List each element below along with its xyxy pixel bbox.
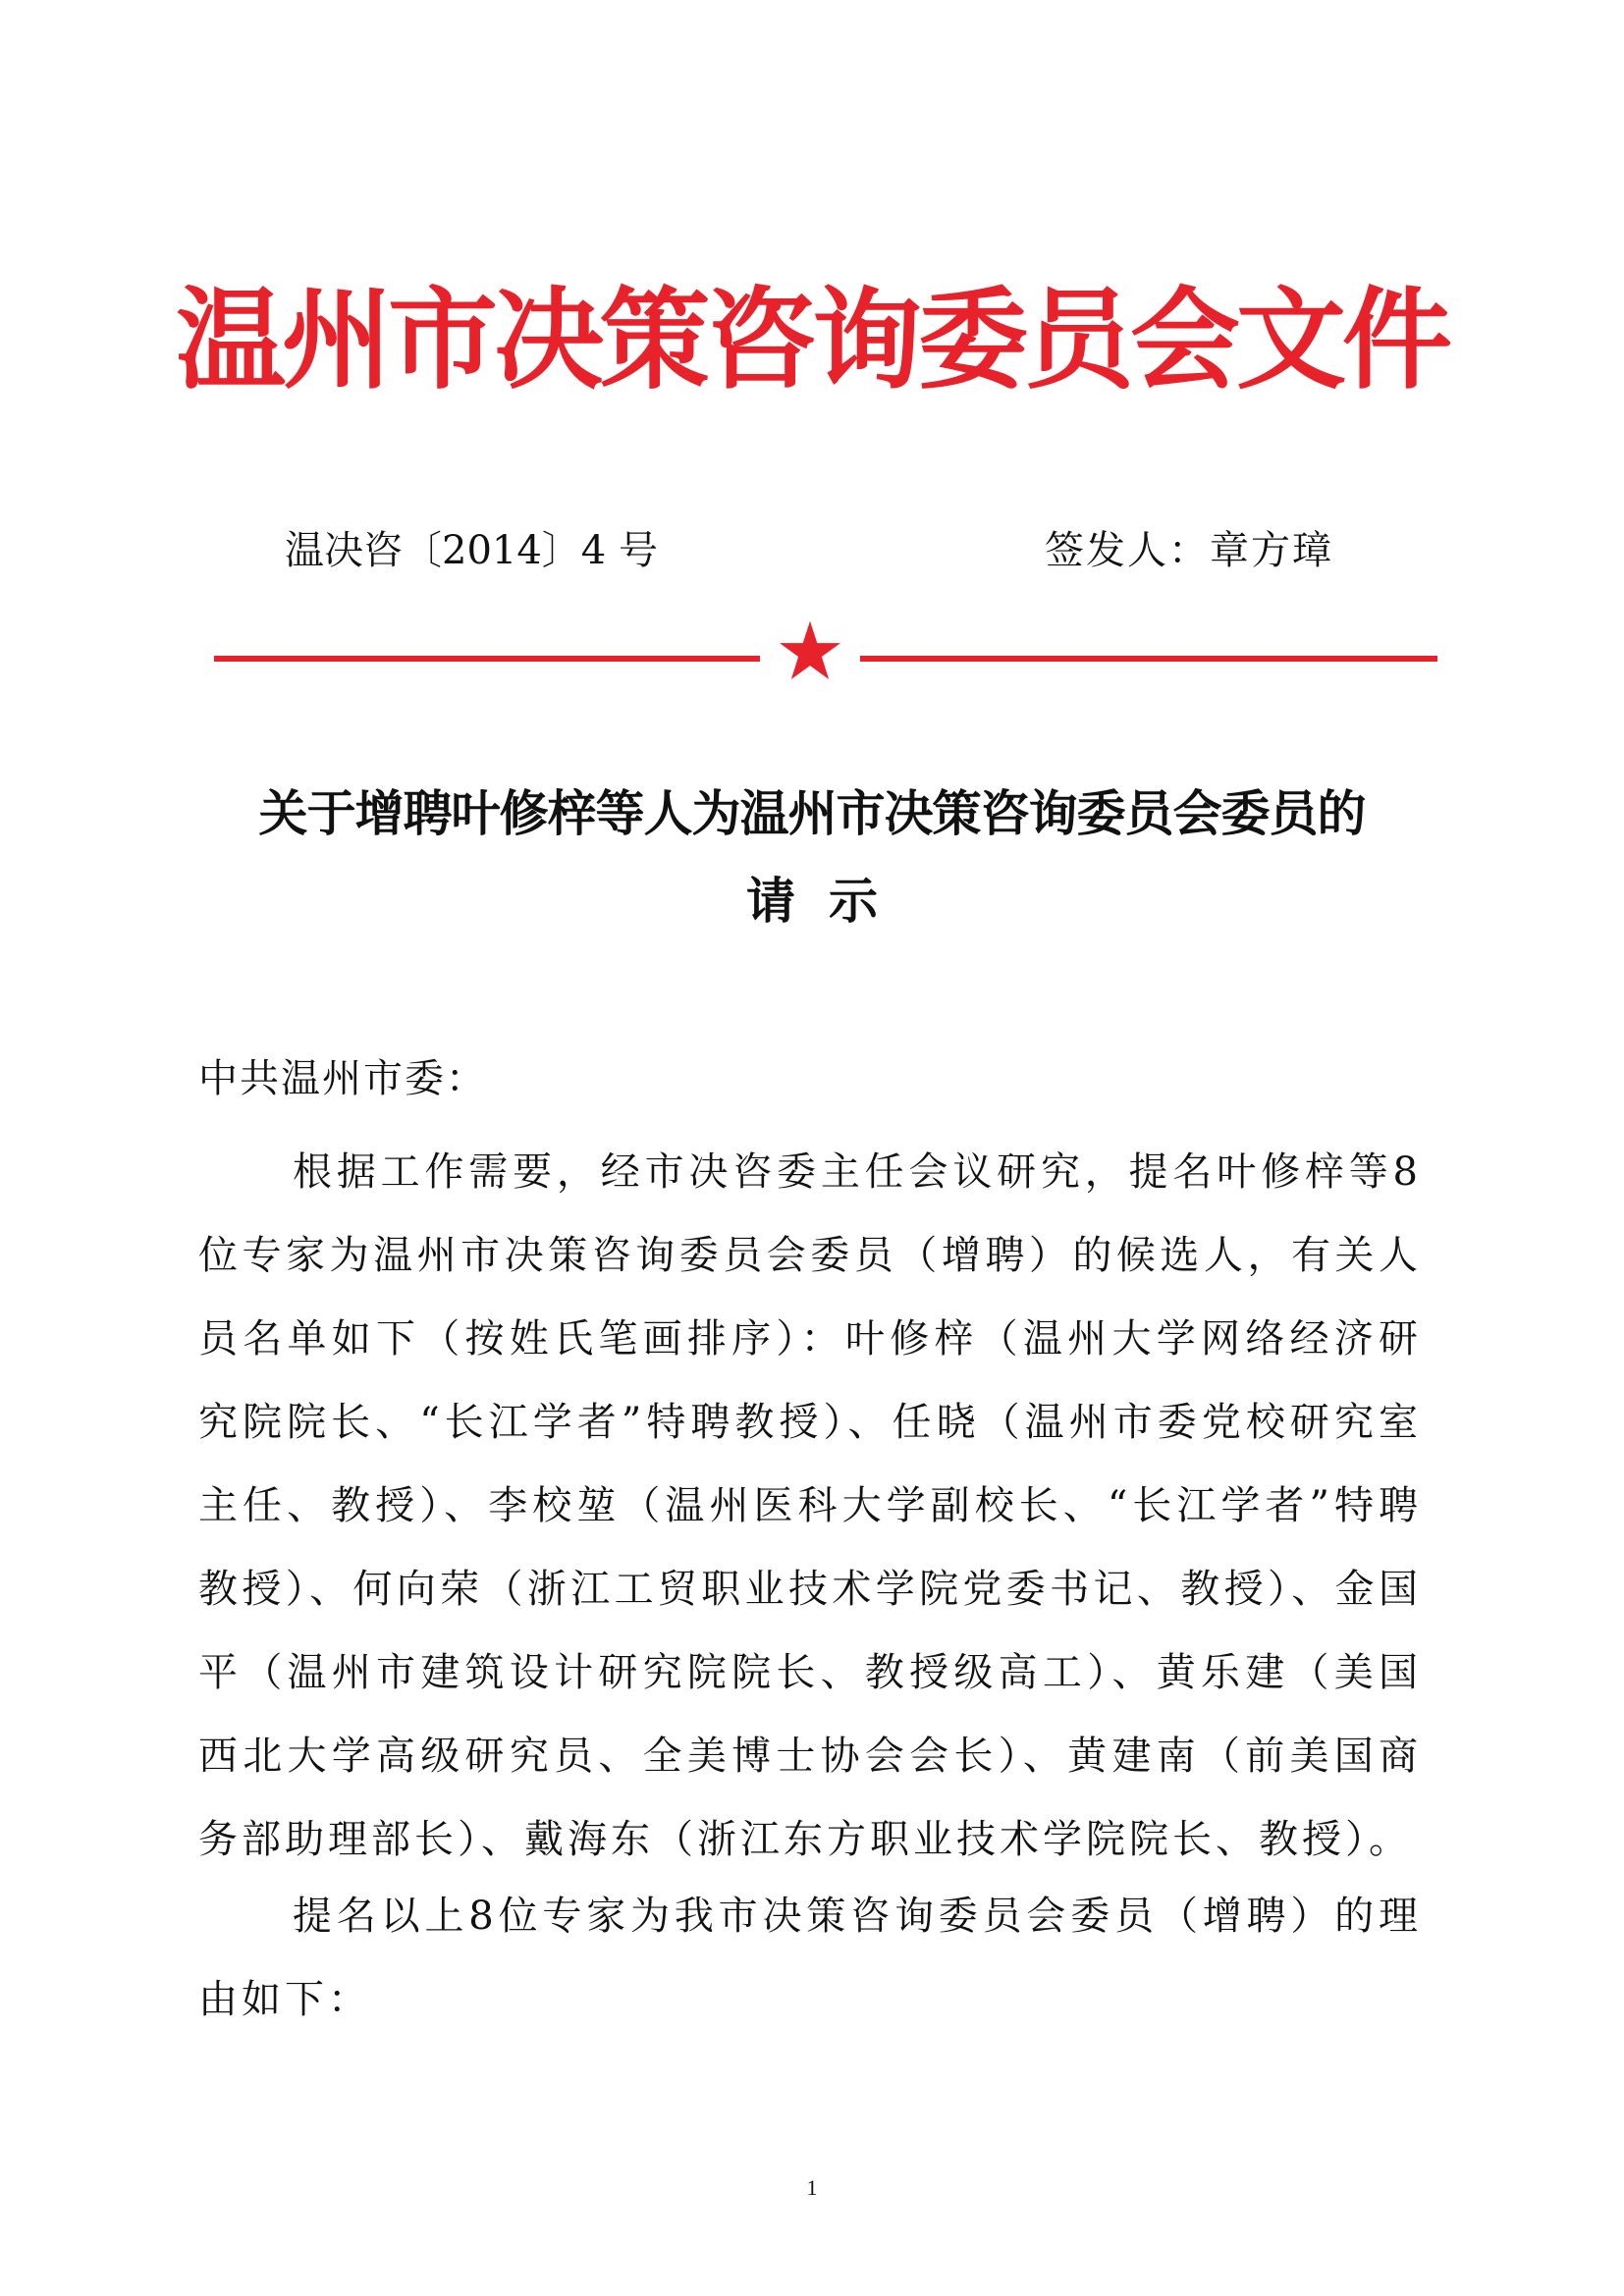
page-number: 1 (806, 2175, 818, 2200)
document-masthead: 温州市决策咨询委员会文件 (176, 276, 1448, 404)
document-number: 温决咨〔2014〕4 号 (285, 528, 658, 573)
red-rule-left (214, 656, 760, 662)
document-title-line-1: 关于增聘叶修梓等人为温州市决策咨询委员会委员的 (258, 784, 1366, 842)
salutation: 中共温州市委： (198, 1056, 487, 1101)
red-star-icon (778, 618, 842, 683)
body-paragraph-1: 根据工作需要，经市决咨委主任会议研究，提名叶修梓等8位专家为温州市决策咨询委员会委员（增聘）的候选人，有关人员名单如下（按姓氏笔画排序）：叶修梓（温州大学网络经济研究院院长、“长江学者”特聘教授）、任晓（温州市委党校研究室主任、教授）、李校堃（温州医科大学副校长、“长江学者”特聘教授）、何向荣（浙江工贸职业技术学院党委书记、教授）、金国平（温州市建筑设计研究院院长、教授级高工）、黄乐建（美国西北大学高级研究员、全美博士协会会长）、黄建南（前美国商务部助理部长）、戴海东（浙江东方职业技术学院院长、教授）。 (198, 1149, 1422, 1862)
document-title-line-2: 请示 (746, 872, 911, 930)
red-rule-right (860, 656, 1437, 662)
signer: 签发人：章方璋 (1045, 528, 1333, 573)
body-paragraph-2: 提名以上8位专家为我市决策咨询委员会委员（增聘）的理由如下： (198, 1894, 1422, 2022)
